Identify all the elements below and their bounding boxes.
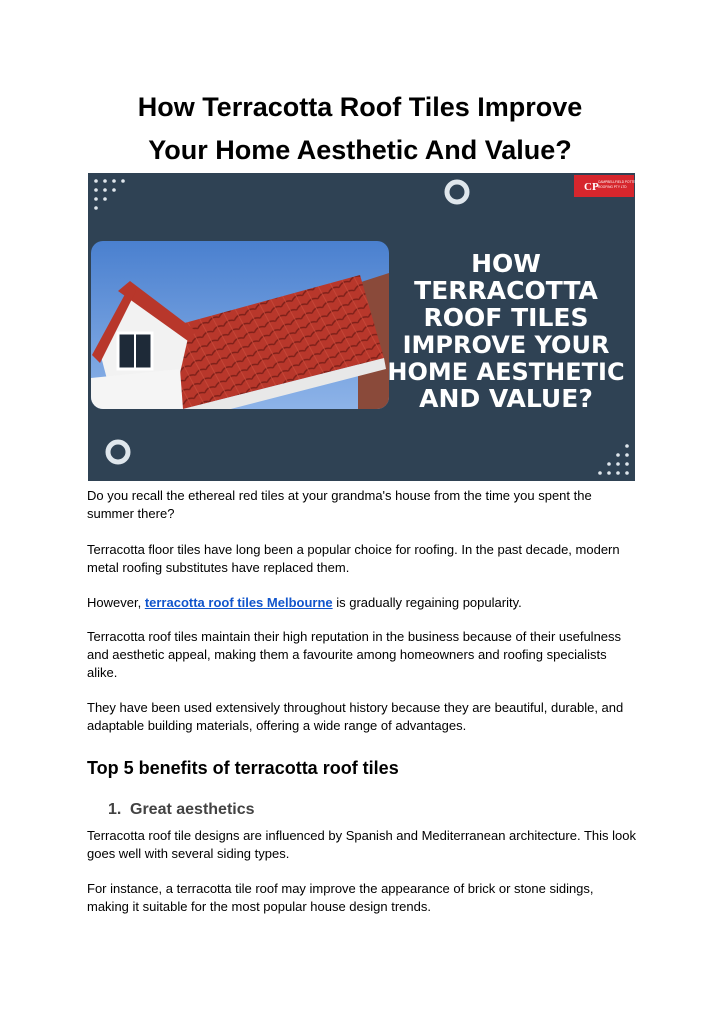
- list-item-label: Great aesthetics: [130, 801, 255, 818]
- hero-illustration: [88, 173, 640, 481]
- roof-photo: [91, 241, 389, 420]
- paragraph-popularity-prefix: However,: [87, 595, 145, 610]
- hero-line-6: AND VALUE?: [419, 384, 593, 413]
- paragraph-reputation: Terracotta roof tiles maintain their high reputation in the business because of their usefulness and aesthetic appeal, making them a favourite among homeowners and roofing specialists alike.: [87, 629, 622, 680]
- list-item-number: 1.: [108, 801, 122, 818]
- paragraph-popularity-suffix: is gradually regaining popularity.: [332, 595, 522, 610]
- hero-image: [88, 173, 640, 481]
- hero-line-2: TERRACOTTA: [414, 276, 598, 305]
- hero-line-1: HOW: [471, 249, 541, 278]
- title-line-2: Your Home Aesthetic And Value?: [148, 135, 572, 165]
- title-line-1: How Terracotta Roof Tiles Improve: [137, 92, 583, 122]
- paragraph-floor-tiles: Terracotta floor tiles have long been a popular choice for roofing. In the past decade, modern metal roofing substitutes have replaced them.: [87, 542, 620, 575]
- section-heading: Top 5 benefits of terracotta roof tiles: [87, 758, 399, 778]
- paragraph-popularity: [87, 594, 637, 612]
- hero-line-4: IMPROVE YOUR: [402, 331, 610, 359]
- hero-line-5: HOME AESTHETIC: [387, 358, 625, 386]
- page-title: [60, 86, 660, 172]
- svg-text:CP: CP: [584, 181, 599, 193]
- logo-text-line-2: ROOFING PTY LTD: [598, 185, 627, 189]
- paragraph-history: They have been used extensively throughout history because they are beautiful, durable, and adaptable building materials, offering a wide range of advantages.: [87, 700, 624, 733]
- paragraph-intro: Do you recall the ethereal red tiles at your grandma's house from the time you spent the summer there?: [87, 488, 592, 521]
- hero-line-3: ROOF TILES: [423, 303, 589, 332]
- paragraph-siding-example: For instance, a terracotta tile roof may improve the appearance of brick or stone sidings, making it suitable for the most popular house design trends.: [87, 881, 594, 914]
- terracotta-melbourne-link[interactable]: terracotta roof tiles Melbourne: [144, 595, 333, 610]
- logo-text-line-1: CAMPBELLFIELD POTTERY: [598, 180, 640, 184]
- list-item-heading: [108, 800, 608, 820]
- paragraph-design-influence: Terracotta roof tile designs are influenced by Spanish and Mediterranean architecture. This look goes well with several siding types.: [87, 828, 636, 861]
- company-logo: [574, 175, 641, 197]
